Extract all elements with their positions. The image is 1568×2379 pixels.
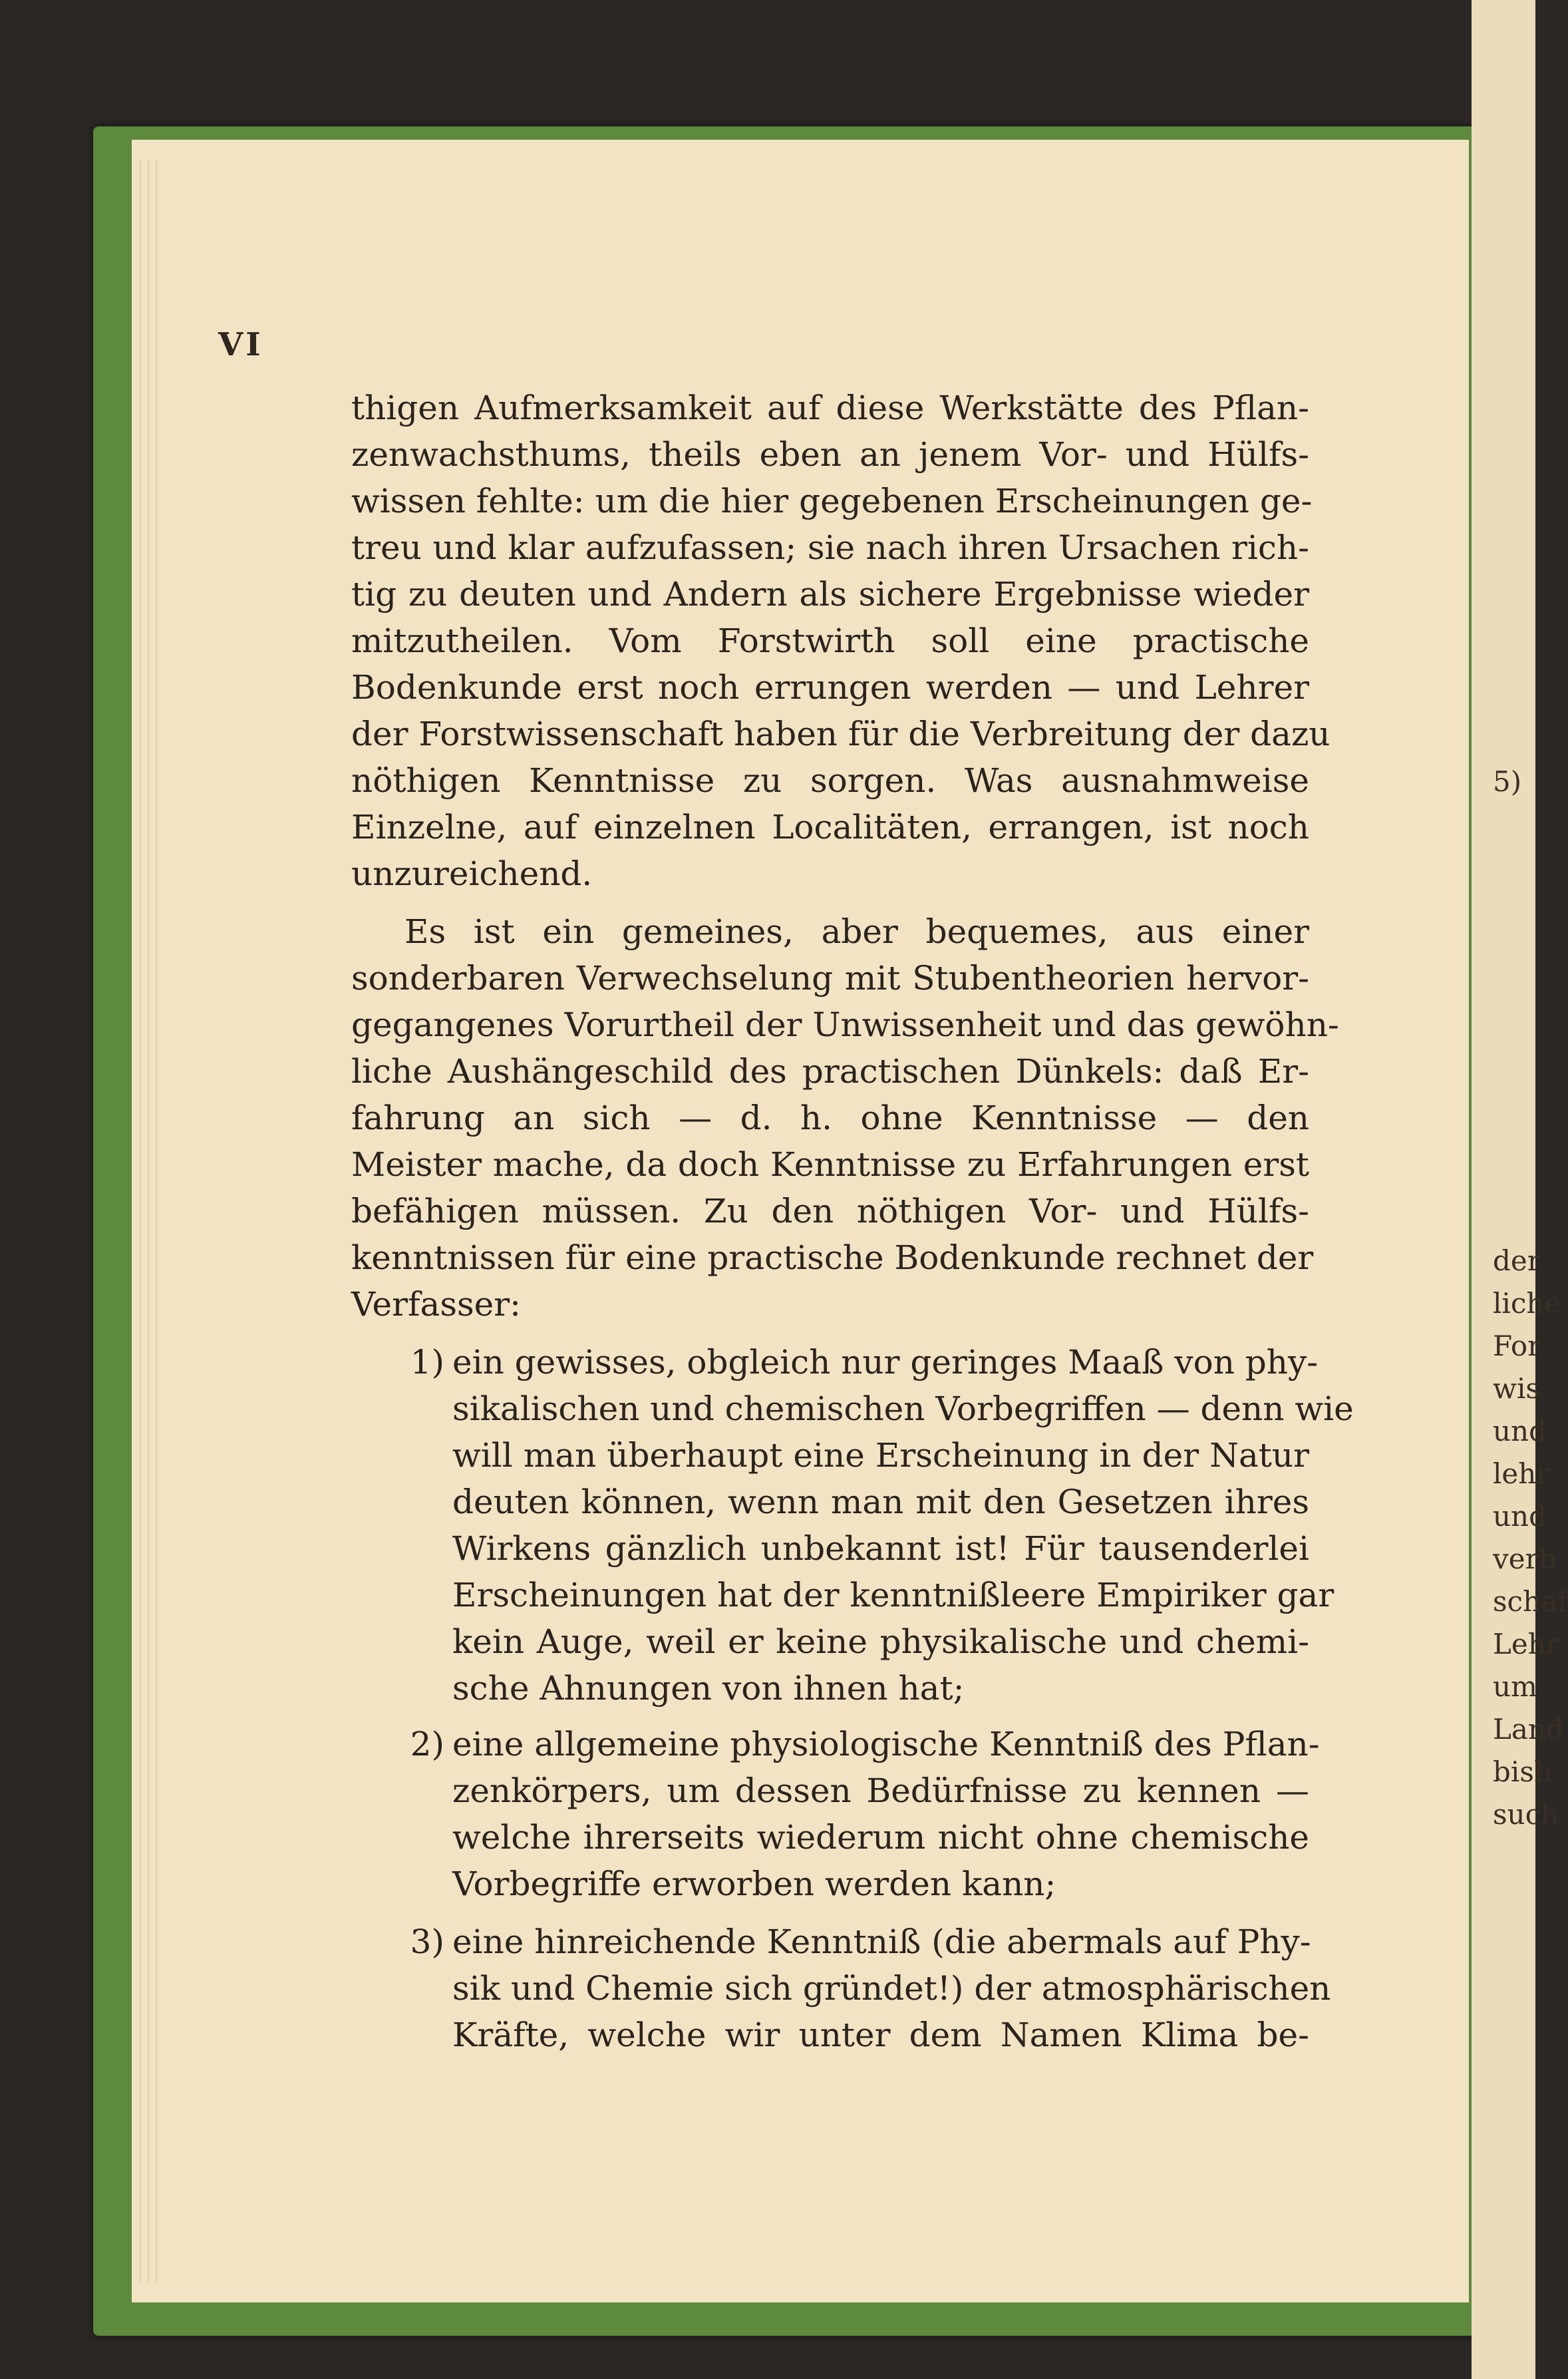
facing-page-fragment: um	[1493, 1670, 1537, 1703]
facing-page-fragment: lehr	[1493, 1457, 1550, 1490]
text-line: Bodenkunde erst noch errungen werden — und Lehrer	[351, 668, 1309, 707]
text-line: gegangenes Vorurtheil der Unwissenheit und das gewöhn-	[351, 1006, 1339, 1044]
text-line: tig zu deuten und Andern als sichere Ergebnisse wieder	[351, 575, 1309, 614]
text-line: Erscheinungen hat der kenntnißleere Empiriker gar	[452, 1576, 1334, 1614]
text-line: eine allgemeine physiologische Kenntniß des Pflan-	[452, 1725, 1320, 1763]
facing-page-fragment: For	[1493, 1330, 1541, 1362]
text-line: Vorbegriffe erworben werden kann;	[452, 1865, 1056, 1903]
page-edge-line	[148, 160, 149, 2283]
facing-page-fragment: Lehr	[1493, 1628, 1559, 1660]
text-line: Es ist ein gemeines, aber bequemes, aus einer	[404, 912, 1309, 951]
text-line: sche Ahnungen von ihnen hat;	[452, 1669, 965, 1708]
text-line: welche ihrerseits wiederum nicht ohne chemische	[452, 1818, 1309, 1857]
text-line: nöthigen Kenntnisse zu sorgen. Was ausnahmweise	[351, 761, 1309, 800]
text-line: thigen Aufmerksamkeit auf diese Werkstätte des Pflan-	[351, 389, 1309, 427]
text-line: Kräfte, welche wir unter dem Namen Klima be-	[452, 2016, 1309, 2054]
facing-page-fragment: liche	[1493, 1287, 1561, 1320]
text-line: zenkörpers, um dessen Bedürfnisse zu kennen —	[452, 1771, 1309, 1810]
text-line: Einzelne, auf einzelnen Localitäten, errangen, ist noch	[351, 808, 1309, 846]
text-line: sonderbaren Verwechselung mit Stubentheorien hervor-	[351, 959, 1309, 998]
text-line: Wirkens gänzlich unbekannt ist! Für tausenderlei	[452, 1529, 1309, 1568]
facing-page-fragment: der	[1493, 1244, 1541, 1277]
text-line: kenntnissen für eine practische Bodenkunde rechnet der	[351, 1238, 1314, 1277]
text-line: liche Aushängeschild des practischen Dünkels: daß Er-	[351, 1052, 1309, 1091]
facing-page-fragment: such	[1493, 1798, 1559, 1831]
text-line: unzureichend.	[351, 854, 593, 893]
text-line: deuten können, wenn man mit den Gesetzen ihres	[452, 1483, 1309, 1521]
list-item-number: 2)	[410, 1725, 444, 1763]
text-line: kein Auge, weil er keine physikalische und chemi-	[452, 1622, 1309, 1661]
facing-page	[1472, 0, 1568, 2379]
text-line: will man überhaupt eine Erscheinung in der Natur	[452, 1436, 1309, 1475]
text-line: treu und klar aufzufassen; sie nach ihren Ursachen rich-	[351, 528, 1309, 567]
text-line: der Forstwissenschaft haben für die Verbreitung der dazu	[351, 715, 1331, 753]
facing-page-fragment: 5)	[1493, 765, 1522, 798]
list-item-number: 1)	[410, 1343, 444, 1381]
text-line: sik und Chemie sich gründet!) der atmosphärischen	[452, 1969, 1331, 2008]
page-edge-line	[140, 160, 141, 2283]
text-line: mitzutheilen. Vom Forstwirth soll eine practische	[351, 622, 1309, 660]
text-line: Verfasser:	[351, 1285, 521, 1324]
page-edge-line	[156, 160, 157, 2283]
facing-page-fragment: verb	[1493, 1543, 1557, 1575]
text-line: befähigen müssen. Zu den nöthigen Vor- und Hülfs-	[351, 1192, 1309, 1230]
text-line: ein gewisses, obgleich nur geringes Maaß von phy-	[452, 1343, 1319, 1381]
facing-page-fragment: schaf	[1493, 1585, 1568, 1618]
list-item-number: 3)	[410, 1922, 444, 1961]
text-line: fahrung an sich — d. h. ohne Kenntnisse — den	[351, 1099, 1309, 1137]
facing-page-fragment: wis	[1493, 1372, 1540, 1405]
facing-page-fragment: und	[1493, 1500, 1547, 1533]
facing-page-fragment: bish	[1493, 1755, 1552, 1788]
page-number: VI	[218, 326, 263, 363]
facing-page-fragment: Land	[1493, 1713, 1564, 1745]
text-line: sikalischen und chemischen Vorbegriffen — denn wie	[452, 1389, 1354, 1428]
text-line: eine hinreichende Kenntniß (die abermals auf Phy-	[452, 1922, 1311, 1961]
text-line: Meister mache, da doch Kenntnisse zu Erfahrungen erst	[351, 1145, 1309, 1184]
facing-page-fragment: und	[1493, 1415, 1547, 1447]
text-line: zenwachsthums, theils eben an jenem Vor- und Hülfs-	[351, 435, 1309, 474]
text-line: wissen fehlte: um die hier gegebenen Erscheinungen ge-	[351, 482, 1313, 520]
